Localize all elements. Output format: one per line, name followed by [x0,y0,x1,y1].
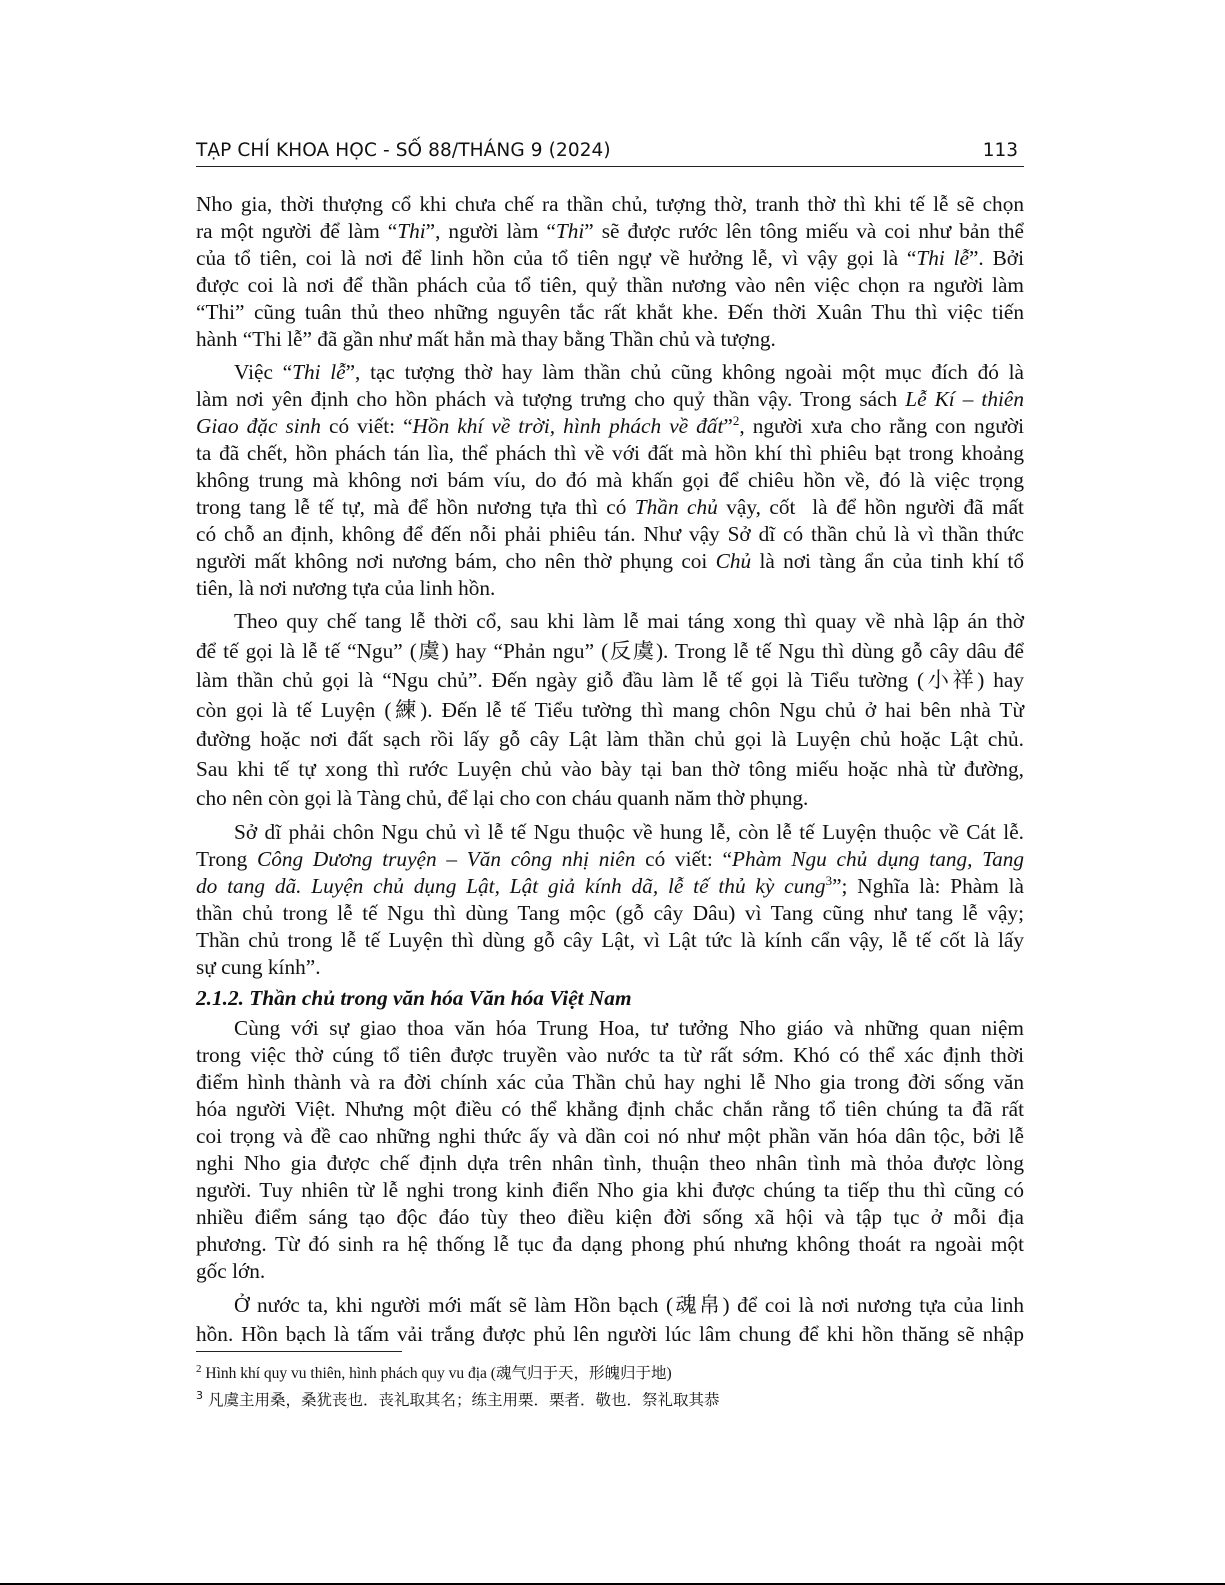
text-line: làm thần chủ gọi là “Ngu chủ”. Đến ngày giỗ đầu làm lễ tế gọi là Tiểu tường (小祥) hay [196,668,1024,693]
text-line: gốc lớn. [196,1259,266,1284]
running-header [196,138,1024,166]
text-line: nghi Nho gia được chế định dựa trên nhân tình, thuận theo nhân tình mà thỏa được lòng [196,1151,1024,1176]
footnote-separator [196,1351,402,1352]
footnote-text: Hình khí quy vu thiên, hình phách quy vu địa (魂气归于天，形魄归于地) [205,1365,672,1382]
section-heading: 2.1.2. Thần chủ trong văn hóa Văn hóa Việt Nam [196,986,632,1011]
text-line: Cùng với sự giao thoa văn hóa Trung Hoa, tư tưởng Nho giáo và những quan niệm [234,1015,1024,1040]
text-line: Giao đặc sinh có viết: “Hồn khí về trời, hình phách về đất”$^2$, người xưa cho rằng con người [196,412,1024,438]
text-line: hành “Thi lễ” đã gần như mất hẳn mà thay bằng Thần chủ và tượng. [196,327,776,352]
text-line: có chỗ an định, không để đến nỗi phải phiêu tán. Như vậy Sở dĩ có thần chủ là vì thần thức [196,522,1024,547]
text-line: sự cung kính”. [196,955,321,980]
text-line: tiên, là nơi nương tựa của linh hồn. [196,576,496,601]
footnote-mark: 3 [196,1388,203,1402]
paragraph-5 [196,1015,1024,1286]
text-line: Nho gia, thời thượng cổ khi chưa chế ra thần chủ, tượng thờ, tranh thờ thì khi tế lễ sẽ chọn [196,192,1024,216]
paragraph-3 [196,607,1024,814]
text-line: không trung mà không nơi bám víu, do đó mà khấn gọi để chiêu hồn về, đó là việc trọng [196,467,1024,492]
text-line: hóa người Việt. Nhưng một điều có thể khẳng định chắc chắn rằng tổ tiên chúng ta đã rất [196,1096,1024,1121]
page-number: 113 [982,140,1018,161]
text-line: điểm hình thành và ra đời chính xác của Thần chủ hay nghi lễ Nho gia trong đời sống văn [196,1069,1024,1094]
text-line: được coi là nơi để thần phách của tổ tiên, quỷ thần nương vào nên việc chọn ra người làm [196,273,1024,298]
footnote-3 [196,1387,1024,1413]
text-line: Sở dĩ phải chôn Ngu chủ vì lễ tế Ngu thuộc về hung lễ, còn lễ tế Luyện thuộc về Cát lễ. [234,819,1024,844]
text-line: đường hoặc nơi đất sạch rồi lấy gỗ cây Lật làm thần chủ gọi là Luyện chủ hoặc Lật chủ. [196,727,1024,752]
text-line: trong việc thờ cúng tổ tiên được truyền vào nước ta từ rất sớm. Khó có thể xác định thời [196,1042,1024,1067]
header-rule [196,166,1024,167]
text-line: ta đã chết, hồn phách tán lìa, thể phách thì về với đất mà hồn khí thì phiêu bạt trong khoảng [196,440,1024,465]
text-line: Theo quy chế tang lễ thời cổ, sau khi làm lễ mai táng xong thì quay về nhà lập án thờ [234,609,1024,634]
text-line: thần chủ trong lễ tế Ngu thì dùng Tang mộc (gỗ cây Dâu) vì Tang cũng như tang lễ vậy; [196,901,1024,926]
text-line: “Thi” cũng tuân thủ theo những nguyên tắc rất khắt khe. Đến thời Xuân Thu thì việc tiến [196,300,1024,325]
footnote-text: 凡虞主用桑，桑犹丧也．丧礼取其名；练主用栗．栗者．敬也．祭礼取其恭 [207,1391,720,1409]
text-line: cho nên còn gọi là Tàng chủ, để lại cho con cháu quanh năm thờ phụng. [196,786,809,811]
text-line: do tang dã. Luyện chủ dụng Lật, Lật giả kính dã, lễ tế thủ kỳ cung$^3$”; Nghĩa là: Phàm là [196,873,1024,899]
paragraph-1 [196,191,1024,354]
paragraph-6 [196,1291,1024,1349]
text-line: người mất không nơi nương bám, cho nên thờ phụng coi Chủ là nơi tàng ẩn của tinh khí tổ [196,549,1024,574]
footnotes [196,1361,1024,1413]
text-line: Ở nước ta, khi người mới mất sẽ làm Hồn bạch (魂帛) để coi là nơi nương tựa của linh [234,1292,1024,1317]
text-line: coi trọng và đề cao những nghi thức ấy và dần coi nó như một phần văn hóa dân tộc, bởi lễ [196,1123,1024,1148]
text-line: Thần chủ trong lễ tế Luyện thì dùng gỗ cây Lật, vì Lật tức là kính cẩn vậy, lễ tế cốt là lấy [196,928,1024,953]
paragraph-2 [196,359,1024,603]
text-line: hồn. Hồn bạch là tấm vải trắng được phủ lên người lúc lâm chung để khi hồn thăng sẽ nhập [196,1321,1024,1346]
text-line: của tổ tiên, coi là nơi để linh hồn của tổ tiên ngự về hưởng lễ, vì vậy gọi là “Thi lễ”. Bởi [196,246,1024,271]
text-line: người. Tuy nhiên từ lễ nghi trong kinh điển Nho gia khi được chúng ta tiếp thu thì cũng có [196,1178,1024,1203]
text-line: ra một người để làm “Thi”, người làm “Thi” sẽ được rước lên tông miếu và coi như bản thể [196,219,1024,244]
text-line: Trong Công Dương truyện – Văn công nhị niên có viết: “Phàm Ngu chủ dụng tang, Tang [196,847,1025,871]
article-body [196,191,1024,1349]
text-line: Sau khi tế tự xong thì rước Luyện chủ vào bày tại ban thờ tông miếu hoặc nhà từ đường, [196,756,1024,781]
text-line: Việc “Thi lễ”, tạc tượng thờ hay làm thần chủ cũng không ngoài một mục đích đó là [234,359,1024,384]
text-line: làm nơi yên định cho hồn phách và tượng trưng cho quỷ thần vậy. Trong sách Lễ Kí – thiên [196,386,1025,411]
paragraph-4 [196,819,1024,982]
text-line: nhiều điểm sáng tạo độc đáo tùy theo điều kiện đời sống xã hội và tập tục ở mỗi địa [196,1205,1024,1230]
text-line: để tế gọi là lễ tế “Ngu” (虞) hay “Phản ngu” (反虞). Trong lễ tế Ngu thì dùng gỗ cây dâu để [196,638,1024,663]
journal-title: TẠP CHÍ KHOA HỌC - SỐ 88/THÁNG 9 (2024) [196,140,611,161]
text-line: trong tang lễ tế tự, mà để hồn nương tựa thì có Thần chủ vậy, cốt là để hồn người đã mất [196,495,1024,520]
footnote-2 [196,1361,1024,1387]
footnote-mark: 2 [196,1362,202,1375]
text-line: còn gọi là tế Luyện (練). Đến lễ tế Tiểu tường thì mang chôn Ngu chủ ở hai bên nhà Từ [196,697,1024,722]
text-line: phương. Từ đó sinh ra hệ thống lễ tục đa dạng phong phú nhưng không thoát ra ngoài một [196,1232,1024,1257]
